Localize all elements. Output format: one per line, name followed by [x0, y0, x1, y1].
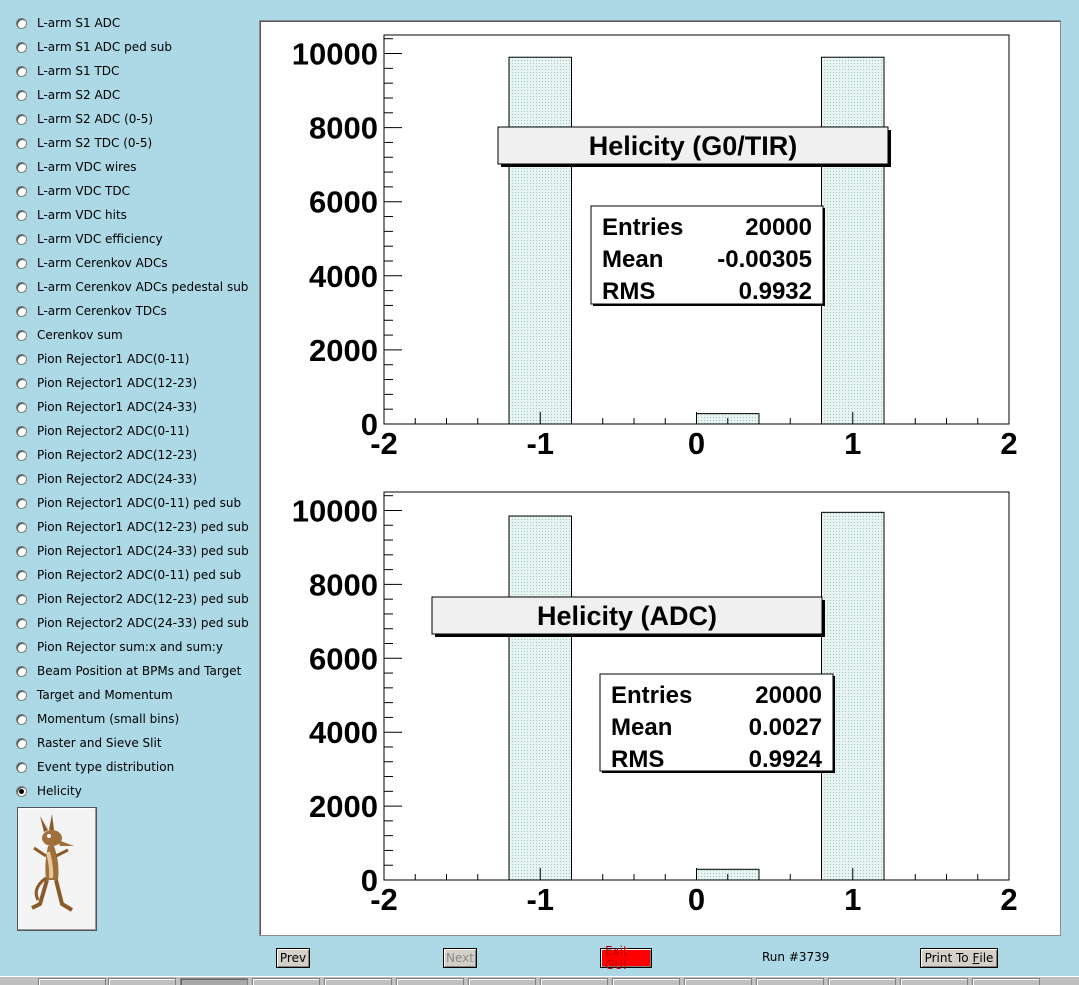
radio-button[interactable] — [16, 642, 27, 653]
x-tick-label: -1 — [526, 882, 555, 917]
radio-button[interactable] — [16, 42, 27, 53]
menu-item[interactable] — [16, 733, 162, 753]
stats-label: Mean — [602, 246, 664, 273]
menu-item[interactable] — [16, 637, 223, 657]
run-number-label: Run #3739 — [762, 950, 830, 964]
radio-button[interactable] — [16, 786, 27, 797]
coyote-logo-icon[interactable] — [17, 807, 97, 931]
menu-item[interactable] — [16, 37, 172, 57]
x-tick-label: -2 — [370, 882, 398, 917]
menu-item[interactable] — [16, 13, 120, 33]
menu-item[interactable] — [16, 397, 197, 417]
menu-item-label: L-arm S1 TDC — [37, 64, 120, 78]
menu-item[interactable] — [16, 421, 189, 441]
helicity-charts — [260, 21, 1060, 935]
coyote-logo-graphic — [18, 808, 96, 930]
radio-button[interactable] — [16, 258, 27, 269]
menu-item[interactable] — [16, 133, 152, 153]
histogram-bar — [509, 57, 572, 424]
menu-item[interactable] — [16, 757, 174, 777]
y-tick-label: 2000 — [309, 332, 378, 368]
y-tick-label: 4000 — [309, 715, 378, 751]
x-tick-label: -2 — [370, 426, 398, 461]
stats-value: 0.9924 — [748, 746, 822, 773]
menu-item-label: Pion Rejector1 ADC(0-11) ped sub — [37, 496, 242, 510]
menu-item[interactable] — [16, 61, 119, 81]
menu-item[interactable] — [16, 445, 197, 465]
radio-button[interactable] — [16, 66, 27, 77]
stats-value: 20000 — [745, 214, 812, 241]
y-tick-label: 6000 — [309, 184, 378, 220]
histogram-canvas — [259, 20, 1061, 936]
menu-item-label: L-arm S2 TDC (0-5) — [37, 136, 153, 150]
radio-button[interactable] — [16, 714, 27, 725]
radio-button[interactable] — [16, 738, 27, 749]
menu-item[interactable] — [16, 109, 153, 129]
menu-item[interactable] — [16, 181, 130, 201]
radio-button[interactable] — [16, 594, 27, 605]
menu-item-label: Pion Rejector2 ADC(0-11) — [37, 424, 190, 438]
stats-value: -0.00305 — [717, 246, 812, 273]
print-to-file-button[interactable] — [920, 948, 998, 968]
menu-item[interactable] — [16, 157, 136, 177]
radio-button[interactable] — [16, 474, 27, 485]
menu-item-label: Pion Rejector1 ADC(12-23) ped sub — [37, 520, 249, 534]
exit-gui-button-label: Exit GUI — [605, 944, 628, 972]
radio-button[interactable] — [16, 546, 27, 557]
stats-label: RMS — [602, 278, 656, 305]
x-tick-label: 2 — [1000, 426, 1018, 461]
print-label-mnemonic: F — [972, 951, 980, 965]
menu-item[interactable] — [16, 325, 123, 345]
radio-button[interactable] — [16, 666, 27, 677]
radio-button[interactable] — [16, 114, 27, 125]
y-tick-label: 4000 — [309, 258, 378, 294]
menu-item[interactable] — [16, 541, 249, 561]
radio-button[interactable] — [16, 234, 27, 245]
menu-item-label: Pion Rejector2 ADC(24-33) ped sub — [37, 616, 249, 630]
menu-item-label: L-arm Cerenkov ADCs pedestal sub — [37, 280, 249, 294]
menu-item-label: L-arm VDC efficiency — [37, 232, 163, 246]
menu-item-label: Pion Rejector2 ADC(24-33) — [37, 472, 198, 486]
menu-item-label: Beam Position at BPMs and Target — [37, 664, 242, 678]
histogram-2 — [292, 492, 1018, 917]
stats-label: Entries — [611, 682, 693, 709]
next-button-label: Next — [446, 951, 474, 965]
y-tick-label: 0 — [360, 863, 378, 898]
menu-item-label: L-arm VDC hits — [37, 208, 127, 222]
menu-item-label: Pion Rejector1 ADC(24-33) — [37, 400, 198, 414]
menu-item[interactable] — [16, 493, 241, 513]
radio-button[interactable] — [16, 354, 27, 365]
menu-item-label: Pion Rejector1 ADC(0-11) — [37, 352, 190, 366]
radio-button[interactable] — [16, 282, 27, 293]
radio-button[interactable] — [16, 306, 27, 317]
menu-item[interactable] — [16, 373, 197, 393]
x-tick-label: 2 — [1000, 882, 1018, 917]
radio-button[interactable] — [16, 90, 27, 101]
y-tick-label: 8000 — [309, 110, 378, 146]
x-tick-label: -1 — [526, 426, 555, 461]
menu-item[interactable] — [16, 85, 120, 105]
y-tick-label: 10000 — [291, 36, 378, 72]
menu-item[interactable] — [16, 469, 197, 489]
menu-item-label: L-arm S1 ADC ped sub — [37, 40, 172, 54]
menu-item-label: Cerenkov sum — [37, 328, 123, 342]
menu-item[interactable] — [16, 781, 82, 801]
menu-item-label: Event type distribution — [37, 760, 175, 774]
menu-item[interactable] — [16, 565, 241, 585]
stats-value: 0.9932 — [738, 278, 812, 305]
radio-button[interactable] — [16, 18, 27, 29]
radio-button[interactable] — [16, 186, 27, 197]
radio-button[interactable] — [16, 210, 27, 221]
menu-item-label: L-arm S2 ADC — [37, 88, 121, 102]
x-tick-label: 1 — [844, 426, 862, 461]
chart-title: Helicity (ADC) — [536, 601, 718, 631]
radio-button[interactable] — [16, 426, 27, 437]
radio-button[interactable] — [16, 450, 27, 461]
menu-item-label: Pion Rejector2 ADC(0-11) ped sub — [37, 568, 242, 582]
y-tick-label: 0 — [360, 407, 378, 442]
radio-button[interactable] — [16, 762, 27, 773]
histogram-bar — [509, 516, 572, 880]
radio-button[interactable] — [16, 402, 27, 413]
radio-button[interactable] — [16, 570, 27, 581]
y-tick-label: 8000 — [309, 567, 378, 603]
radio-button[interactable] — [16, 330, 27, 341]
prev-button-label: Prev — [279, 951, 307, 965]
stats-label: RMS — [611, 746, 665, 773]
histogram-bar — [822, 57, 885, 424]
menu-item[interactable] — [16, 277, 248, 297]
menu-item[interactable] — [16, 613, 249, 633]
menu-item-label: L-arm S1 ADC — [37, 16, 121, 30]
x-tick-label: 0 — [687, 426, 706, 461]
histogram-1 — [292, 35, 1018, 461]
menu-item[interactable] — [16, 709, 179, 729]
exit-gui-button[interactable] — [600, 944, 652, 972]
menu-item-label: Target and Momentum — [37, 688, 173, 702]
menu-item[interactable] — [16, 349, 189, 369]
menu-item-label: Pion Rejector2 ADC(12-23) ped sub — [37, 592, 249, 606]
menu-item-label: L-arm VDC wires — [37, 160, 137, 174]
radio-button[interactable] — [16, 522, 27, 533]
menu-item-label: Pion Rejector1 ADC(24-33) ped sub — [37, 544, 249, 558]
chart-title: Helicity (G0/TIR) — [588, 131, 798, 161]
menu-item-label: Pion Rejector2 ADC(12-23) — [37, 448, 198, 462]
x-tick-label: 0 — [687, 882, 706, 917]
menu-item-label: Pion Rejector sum:x and sum:y — [37, 640, 223, 654]
menu-item-label: L-arm VDC TDC — [37, 184, 130, 198]
prev-button[interactable] — [276, 948, 310, 968]
menu-item-label: Raster and Sieve Slit — [37, 736, 162, 750]
menu-item[interactable] — [16, 229, 163, 249]
print-label-after: ile — [979, 951, 994, 965]
radio-button[interactable] — [16, 690, 27, 701]
stats-value: 0.0027 — [748, 714, 822, 741]
y-tick-label: 6000 — [309, 641, 378, 677]
menu-item[interactable] — [16, 589, 249, 609]
radio-button[interactable] — [16, 378, 27, 389]
menu-item-label: L-arm Cerenkov ADCs — [37, 256, 168, 270]
radio-button[interactable] — [16, 618, 27, 629]
y-tick-label: 10000 — [291, 493, 378, 529]
menu-item-label: L-arm S2 ADC (0-5) — [37, 112, 154, 126]
x-tick-label: 1 — [844, 882, 862, 917]
menu-item-label: Pion Rejector1 ADC(12-23) — [37, 376, 198, 390]
menu-item[interactable] — [16, 205, 127, 225]
menu-item[interactable] — [16, 253, 168, 273]
menu-item-label: Helicity — [37, 784, 82, 798]
y-tick-label: 2000 — [309, 789, 378, 825]
print-label-before: Print To — [924, 951, 973, 965]
menu-item[interactable] — [16, 685, 173, 705]
radio-button[interactable] — [16, 498, 27, 509]
stats-label: Entries — [602, 214, 684, 241]
menu-item-label: Momentum (small bins) — [37, 712, 180, 726]
menu-item[interactable] — [16, 517, 249, 537]
next-button[interactable] — [443, 948, 477, 968]
menu-item-label: L-arm Cerenkov TDCs — [37, 304, 167, 318]
menu-item[interactable] — [16, 301, 167, 321]
stats-label: Mean — [611, 714, 673, 741]
radio-button[interactable] — [16, 162, 27, 173]
menu-item[interactable] — [16, 661, 241, 681]
stats-value: 20000 — [755, 682, 822, 709]
radio-button[interactable] — [16, 138, 27, 149]
